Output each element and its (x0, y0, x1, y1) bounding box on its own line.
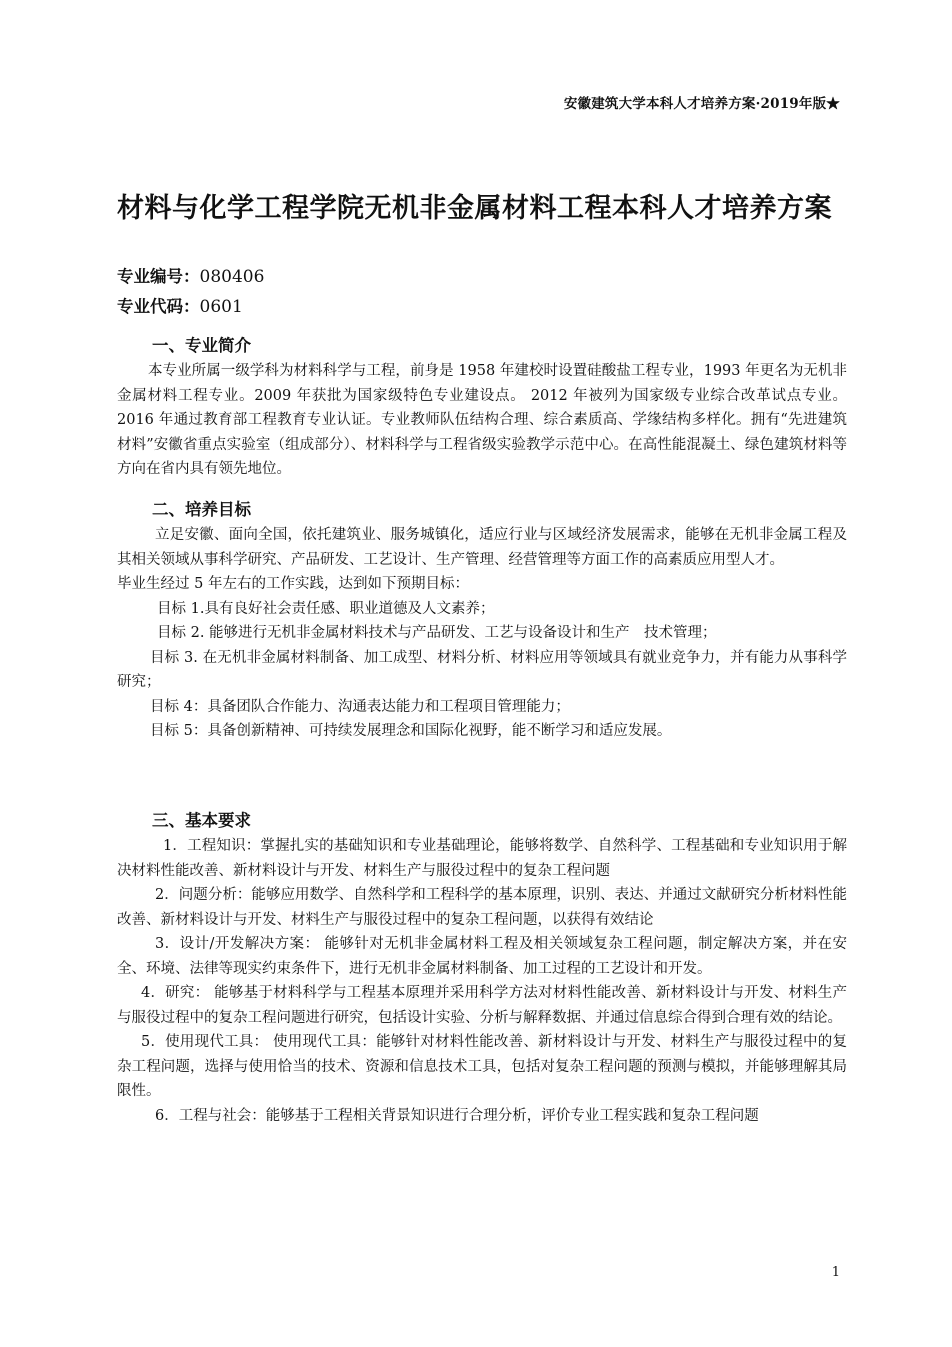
requirement-item: 4．研究： 能够基于材料科学与工程基本原理并采用科学方法对材料性能改善、新材料设计与开发、材料生产与服役过程中的复杂工程问题进行研究，包括设计实验、分析与解释数据、并通过信息综合得到合理有效的结论。 (117, 985, 847, 1026)
section-heading: 三、基本要求 (152, 811, 251, 830)
major-code (117, 293, 243, 317)
requirement-item: 2．问题分析：能够应用数学、自然科学和工程科学的基本原理，识别、表达、并通过文献研究分析材料性能改善、新材料设计与开发、材料生产与服役过程中的复杂工程问题，以获得有效结论 (117, 887, 847, 928)
requirement-item: 5．使用现代工具： 使用现代工具：能够针对材料性能改善、新材料设计与开发、材料生产与服役过程中的复杂工程问题，选择与使用恰当的技术、资源和信息技术工具，包括对复杂工程问题的预测与模拟，并能够理解其局限性。 (117, 1034, 847, 1099)
paragraph: 毕业生经过 5 年左右的工作实践，达到如下预期目标： (117, 576, 469, 592)
requirement-item: 1．工程知识：掌握扎实的基础知识和专业基础理论，能够将数学、自然科学、工程基础和专业知识用于解决材料性能改善、新材料设计与开发、材料生产与服役过程中的复杂工程问题 (117, 838, 847, 879)
goal-item: 目标 2. 能够进行无机非金属材料技术与产品研发、工艺与设备设计和生产 技术管理； (157, 625, 717, 641)
section-requirements (117, 808, 847, 1128)
major-number (117, 263, 264, 287)
section-introduction (117, 333, 847, 482)
running-head: 安徽建筑大学本科人才培养方案·2019年版★ (563, 96, 840, 112)
paragraph: 立足安徽、面向全国，依托建筑业、服务城镇化，适应行业与区域经济发展需求，能够在无机非金属工程及其相关领域从事科学研究、产品研发、工艺设计、生产管理、经营管理等方面工作的高素质应用型人才。 (117, 527, 847, 568)
major-number-value: 080406 (199, 267, 265, 287)
goal-item: 目标 4：具备团队合作能力、沟通表达能力和工程项目管理能力； (150, 698, 570, 715)
page-number: 1 (831, 1265, 840, 1280)
section-objectives (117, 497, 847, 744)
document-title: 材料与化学工程学院无机非金属材料工程本科人才培养方案 (117, 193, 832, 224)
goal-item: 目标 5：具备创新精神、可持续发展理念和国际化视野，能不断学习和适应发展。 (150, 723, 672, 739)
requirement-item: 6．工程与社会：能够基于工程相关背景知识进行合理分析，评价专业工程实践和复杂工程问题 (155, 1107, 759, 1124)
section-heading: 一、专业简介 (152, 336, 251, 355)
section-heading: 二、培养目标 (152, 500, 251, 519)
goal-item: 目标 3. 在无机非金属材料制备、加工成型、材料分析、材料应用等领域具有就业竞争力，并有能力从事科学研究； (117, 649, 847, 690)
paragraph: 本专业所属一级学科为材料科学与工程，前身是 1958 年建校时设置硅酸盐工程专业，1993 年更名为无机非金属材料工程专业。2009 年获批为国家级特色专业建设点。 2012 年被列为国家级专业综合改革试点专业。2016 年通过教育部工程教育专业认证。专业教师队伍结构合理、综合素质高、学缘结构多样化。拥有“先进建筑材料”安徽省重点实验室（组成部分）、材料科学与工程省级实验教学示范中心。在高性能混凝土、绿色建筑材料等方向在省内具有领先地位。 (117, 363, 847, 477)
major-code-value: 0601 (199, 297, 243, 317)
requirement-item: 3．设计/开发解决方案： 能够针对无机非金属材料工程及相关领域复杂工程问题，制定解决方案，并在安全、环境、法律等现实约束条件下，进行无机非金属材料制备、加工过程的工艺设计和开发。 (117, 936, 847, 977)
goal-item: 目标 1.具有良好社会责任感、职业道德及人文素养； (157, 600, 495, 617)
major-code-label: 专业代码： (117, 297, 200, 316)
major-number-label: 专业编号： (117, 267, 200, 286)
